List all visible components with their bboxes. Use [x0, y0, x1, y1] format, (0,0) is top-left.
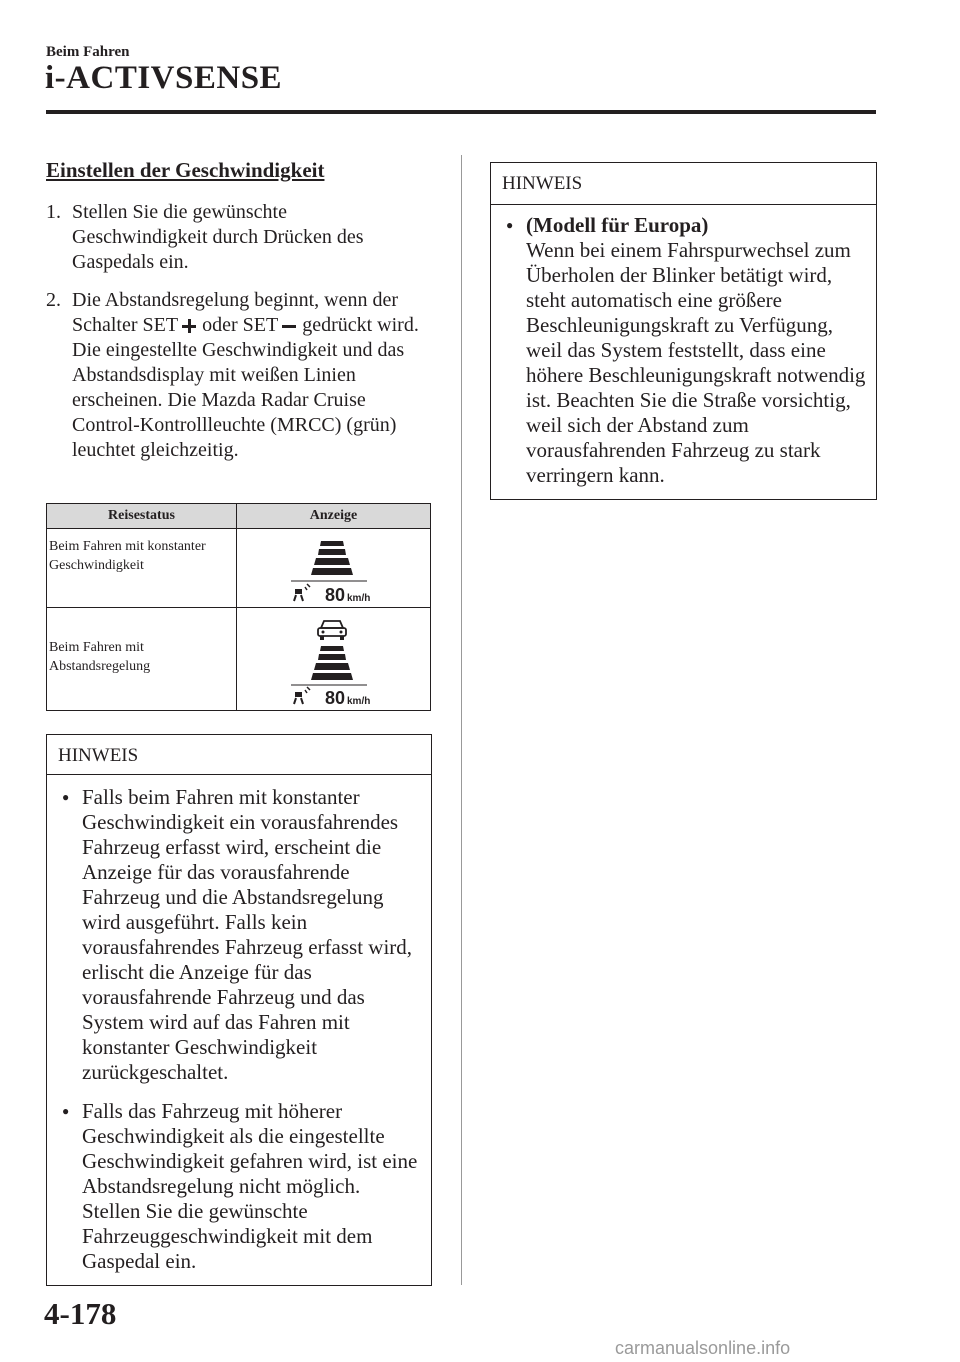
- note-title: HINWEIS: [47, 735, 431, 775]
- title-rule: [46, 110, 876, 114]
- note-title: HINWEIS: [491, 163, 876, 205]
- display-cell: [237, 608, 431, 711]
- column-divider: [461, 155, 462, 1285]
- chapter-label: Beim Fahren: [46, 44, 130, 60]
- step-number: 1.: [46, 201, 61, 223]
- set-minus-icon: [282, 319, 296, 333]
- constant-speed-display-icon: [237, 529, 429, 607]
- step-text-before: Die Abstandsregelung beginnt, wenn der Schalter SET: [72, 289, 399, 336]
- speed-unit: km/h: [347, 593, 371, 604]
- status-cell: [47, 608, 237, 711]
- list-item: ● Falls das Fahrzeug mit höherer Geschwindigkeit als die eingestellte Geschwindigkeit gefahren wird, ist eine Abstandsregelung nicht möglich. Stellen Sie die gewünschte Fahrzeuggeschwindigkeit mit dem Gaspedal ein.: [82, 1099, 421, 1274]
- list-item: [526, 213, 868, 488]
- step-1: [46, 200, 426, 275]
- speed-unit: km/h: [347, 696, 371, 707]
- note-box-right: [490, 162, 877, 500]
- table-header-display: Anzeige: [237, 504, 431, 529]
- page-number: 4-178: [44, 1296, 117, 1331]
- distance-control-display-icon: [237, 608, 429, 710]
- note-box-left: [46, 734, 432, 1286]
- set-plus-icon: [182, 319, 196, 333]
- table-row: [47, 529, 431, 608]
- list-item: ● Falls beim Fahren mit konstanter Geschwindigkeit ein vorausfahrendes Fahrzeug erfasst wird, erscheint die Anzeige für das vorausfahrende Fahrzeug und die Abstandsregelung wird ausgeführt. Falls kein vorausfahrendes Fahrzeug erfasst wird, erlischt die Anzeige für das vorausfahrende Fahrzeug und das System wird auf das Fahren mit konstanter Geschwindigkeit zurückgeschaltet.: [82, 785, 421, 1085]
- table-header-status: Reisestatus: [47, 504, 237, 529]
- note-lead: ● (Modell für Europa): [526, 213, 709, 237]
- step-text: [72, 288, 426, 463]
- watermark: carmanualsonline.info: [615, 1338, 791, 1358]
- status-text: Beim Fahren mit Abstandsregelung: [49, 640, 151, 674]
- display-cell: [237, 529, 431, 608]
- note-list: [47, 775, 431, 1274]
- step-text-middle: oder SET: [202, 314, 279, 336]
- note-text: Wenn bei einem Fahrspurwechsel zum Überholen der Blinker betätigt wird, steht automatisch eine größere Beschleunigungskraft zu Verfügung, weil das System feststellt, dass eine höhere Beschleunigungskraft notwendig ist. Beachten Sie die Straße vorsichtig, weil sich der Abstand zum vorausfahrenden Fahrzeug zu stark verringern kann.: [526, 238, 866, 487]
- step-text-after: gedrückt wird. Die eingestellte Geschwindigkeit und das Abstandsdisplay mit weißen Linien erscheinen. Die Mazda Radar Cruise Control-Kontrollleuchte (MRCC) (grün) leuchtet gleichzeitig.: [72, 314, 419, 461]
- step-number: 2.: [46, 289, 61, 311]
- subheading-speed-setting: Einstellen der Geschwindigkeit: [46, 158, 325, 182]
- radar-cruise-icon: [294, 687, 310, 704]
- table-row: [47, 608, 431, 711]
- status-table: [46, 503, 431, 711]
- preceding-vehicle-icon: [318, 621, 346, 640]
- section-title: i-ACTIVSENSE: [45, 60, 283, 96]
- speed-value: 80: [325, 688, 346, 708]
- status-cell: Beim Fahren mit konstanter Geschwindigkeit: [47, 529, 237, 608]
- step-text: Stellen Sie die gewünschte Geschwindigkeit durch Drücken des Gaspedals ein.: [72, 201, 364, 273]
- speed-value: 80: [325, 585, 346, 605]
- note-list: [491, 205, 876, 488]
- radar-cruise-icon: [294, 584, 310, 601]
- step-2: [46, 288, 426, 463]
